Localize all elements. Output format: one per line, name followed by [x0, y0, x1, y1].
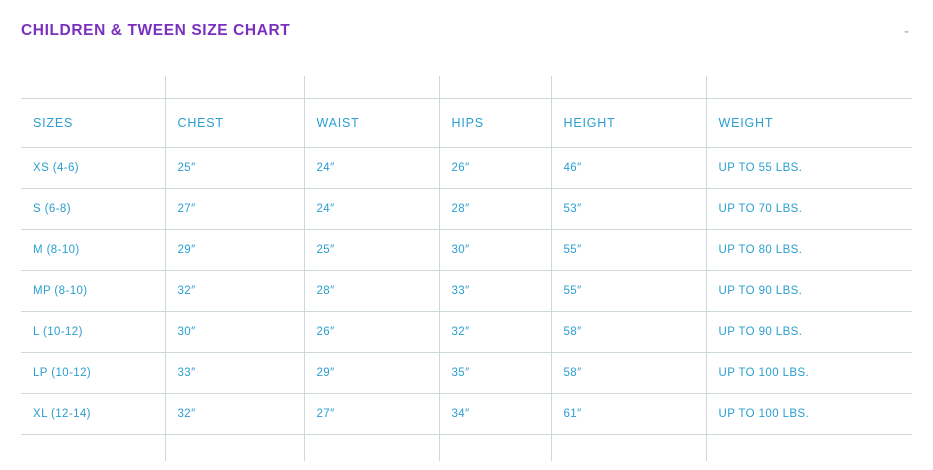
- table-row: [21, 312, 912, 353]
- cell-hips: 26″: [439, 148, 551, 189]
- cell-hips: 30″: [439, 230, 551, 271]
- table-bottom-spacer-row: [21, 435, 912, 462]
- cell-size: XS (4-6): [21, 148, 165, 189]
- cell-height: 46″: [551, 148, 706, 189]
- cell-waist: 26″: [304, 312, 439, 353]
- cell-waist: 24″: [304, 148, 439, 189]
- table-row: [21, 148, 912, 189]
- cell-weight: UP TO 100 LBS.: [706, 353, 912, 394]
- table-top-spacer-row: [21, 76, 912, 99]
- spacer-cell: [439, 76, 551, 99]
- cell-chest: 33″: [165, 353, 304, 394]
- cell-hips: 34″: [439, 394, 551, 435]
- spacer-cell: [706, 76, 912, 99]
- cell-weight: UP TO 90 LBS.: [706, 271, 912, 312]
- cell-weight: UP TO 80 LBS.: [706, 230, 912, 271]
- cell-waist: 24″: [304, 189, 439, 230]
- spacer-cell: [304, 435, 439, 462]
- spacer-cell: [21, 76, 165, 99]
- spacer-cell: [165, 435, 304, 462]
- cell-waist: 27″: [304, 394, 439, 435]
- spacer-cell: [706, 435, 912, 462]
- page-title: CHILDREN & TWEEN SIZE CHART: [21, 22, 291, 39]
- cell-size: M (8-10): [21, 230, 165, 271]
- cell-weight: UP TO 100 LBS.: [706, 394, 912, 435]
- cell-size: MP (8-10): [21, 271, 165, 312]
- table-row: [21, 353, 912, 394]
- cell-height: 55″: [551, 230, 706, 271]
- size-chart-table: [21, 76, 912, 461]
- spacer-cell: [551, 435, 706, 462]
- cell-chest: 32″: [165, 394, 304, 435]
- cell-hips: 28″: [439, 189, 551, 230]
- cell-size: XL (12-14): [21, 394, 165, 435]
- table-row: [21, 271, 912, 312]
- column-header-waist: WAIST: [304, 99, 439, 148]
- cell-height: 53″: [551, 189, 706, 230]
- collapse-toggle-button[interactable]: -: [904, 22, 909, 40]
- cell-hips: 35″: [439, 353, 551, 394]
- cell-waist: 28″: [304, 271, 439, 312]
- cell-weight: UP TO 90 LBS.: [706, 312, 912, 353]
- cell-size: LP (10-12): [21, 353, 165, 394]
- cell-size: L (10-12): [21, 312, 165, 353]
- table-row: [21, 230, 912, 271]
- spacer-cell: [21, 435, 165, 462]
- cell-weight: UP TO 70 LBS.: [706, 189, 912, 230]
- column-header-hips: HIPS: [439, 99, 551, 148]
- size-chart-table-wrapper: [21, 76, 912, 461]
- cell-height: 61″: [551, 394, 706, 435]
- page-header: [0, 16, 933, 46]
- cell-weight: UP TO 55 LBS.: [706, 148, 912, 189]
- table-header-row: [21, 99, 912, 148]
- cell-waist: 29″: [304, 353, 439, 394]
- cell-hips: 32″: [439, 312, 551, 353]
- cell-chest: 30″: [165, 312, 304, 353]
- spacer-cell: [165, 76, 304, 99]
- cell-size: S (6-8): [21, 189, 165, 230]
- spacer-cell: [439, 435, 551, 462]
- cell-chest: 29″: [165, 230, 304, 271]
- table-row: [21, 189, 912, 230]
- cell-chest: 25″: [165, 148, 304, 189]
- cell-hips: 33″: [439, 271, 551, 312]
- column-header-height: HEIGHT: [551, 99, 706, 148]
- column-header-sizes: SIZES: [21, 99, 165, 148]
- cell-chest: 32″: [165, 271, 304, 312]
- spacer-cell: [304, 76, 439, 99]
- cell-chest: 27″: [165, 189, 304, 230]
- column-header-weight: WEIGHT: [706, 99, 912, 148]
- cell-height: 58″: [551, 312, 706, 353]
- cell-height: 55″: [551, 271, 706, 312]
- cell-waist: 25″: [304, 230, 439, 271]
- spacer-cell: [551, 76, 706, 99]
- table-row: [21, 394, 912, 435]
- column-header-chest: CHEST: [165, 99, 304, 148]
- cell-height: 58″: [551, 353, 706, 394]
